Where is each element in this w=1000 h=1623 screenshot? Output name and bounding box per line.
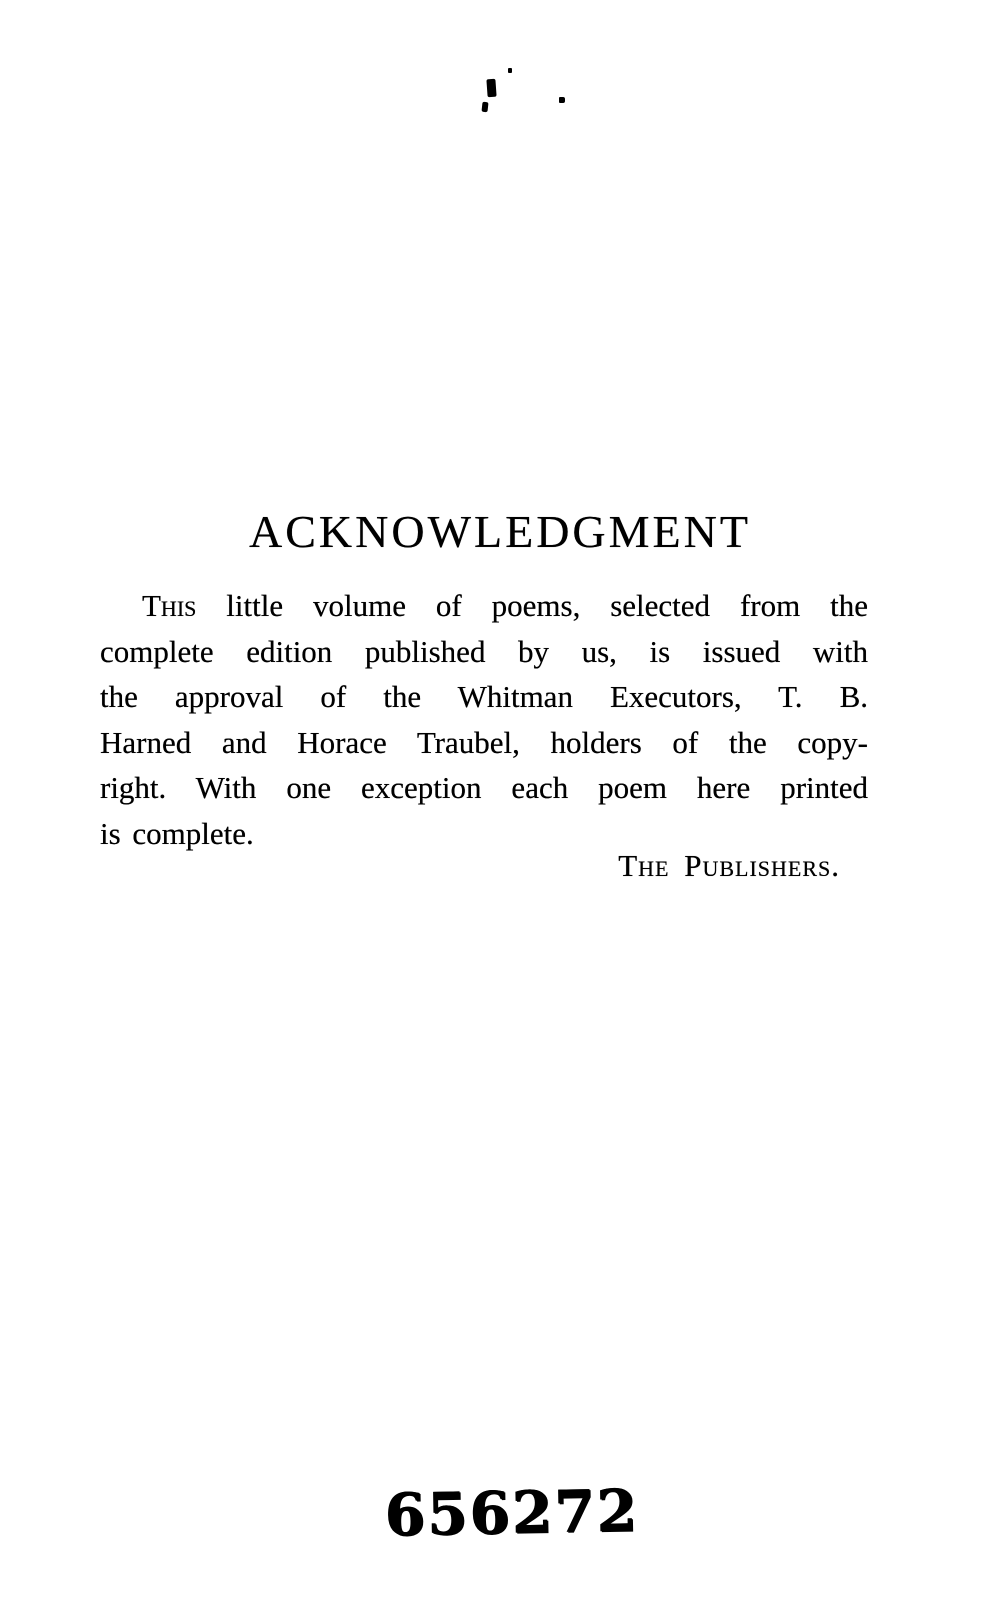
line-text: the approval of the Whitman Executors, T. B.: [100, 679, 868, 714]
line-text: complete edition published by us, is issued with: [100, 633, 868, 669]
paragraph-line: [100, 629, 868, 675]
paragraph-line: [100, 720, 868, 766]
accession-number-stamp: 656272: [384, 1476, 640, 1550]
line-text: is complete.: [100, 815, 254, 851]
paragraph-line: [100, 674, 868, 720]
ink-speck: [508, 68, 512, 73]
ink-speck: [559, 97, 565, 103]
ink-speck: [481, 102, 488, 113]
ink-speck: [486, 79, 496, 98]
paragraph-line: [100, 765, 868, 811]
page-title: ACKNOWLEDGMENT: [249, 506, 751, 557]
lead-word: This: [142, 588, 197, 623]
publisher-attribution: The Publishers.: [618, 848, 840, 883]
line-text: Harned and Horace Traubel, holders of the copy-: [100, 724, 868, 760]
line-text: right. With one exception each poem here printed: [100, 770, 868, 805]
line-text: little volume of poems, selected from the: [196, 588, 868, 623]
paragraph-line: [100, 583, 868, 629]
acknowledgment-paragraph: [100, 583, 868, 856]
